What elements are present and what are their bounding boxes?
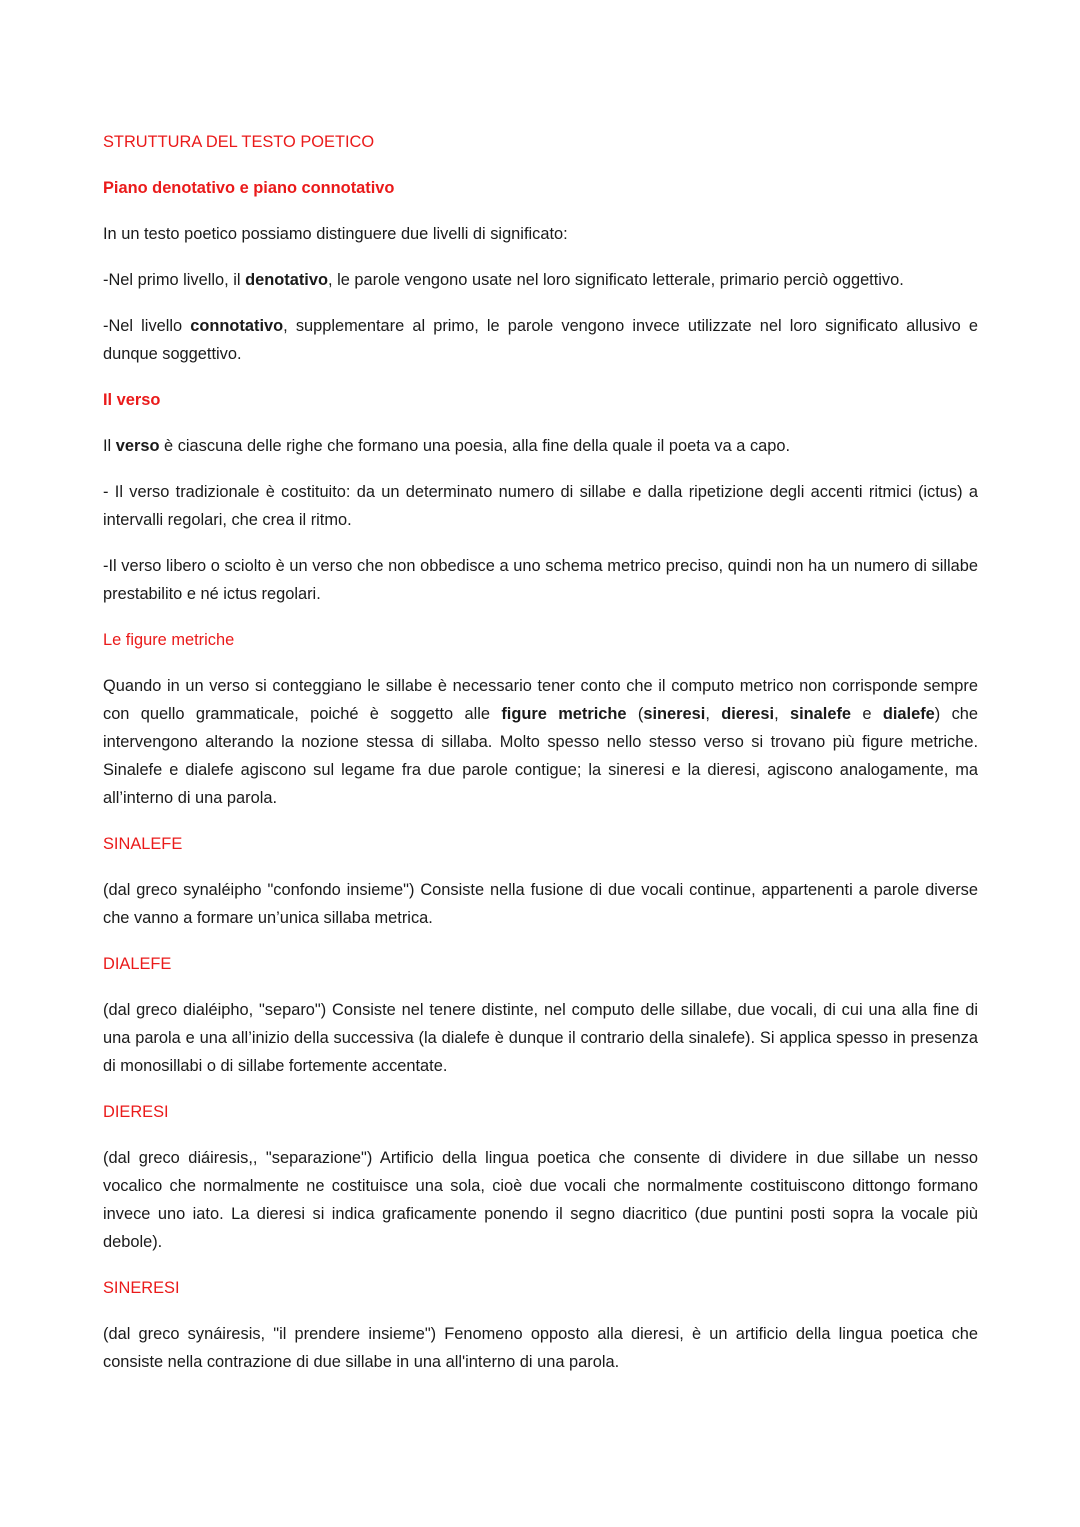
- section-heading-sineresi: SINERESI: [103, 1279, 180, 1297]
- paragraph-intro: In un testo poetico possiamo distinguere due livelli di significato:: [103, 225, 568, 243]
- section-heading-figure: Le figure metriche: [103, 631, 235, 649]
- paragraph-figure-metriche: Quando in un verso si conteggiano le sillabe è necessario tener conto che il computo metrico non corrisponde sempre con quello grammaticale, poiché è soggetto alle figure metriche (sineresi, dieresi, sinalefe e dialefe) che intervengono alterando la nozione stessa di sillaba. Molto spesso nello stesso verso si trovano più figure metriche. Sinalefe e dialefe agiscono sul legame fra due parole contigue; la sineresi e la dieresi, agiscono analogamente, ma all’interno di una parola.: [103, 677, 979, 807]
- paragraph-connotativo: -Nel livello connotativo, supplementare al primo, le parole vengono invece utilizzate nel loro significato allusivo e dunque soggettivo.: [103, 317, 979, 363]
- document-page: [103, 128, 978, 1394]
- section-heading-dialefe: DIALEFE: [103, 955, 172, 973]
- document-title: STRUTTURA DEL TESTO POETICO: [103, 133, 375, 151]
- section-heading-sinalefe: SINALEFE: [103, 835, 183, 853]
- section-heading-dieresi: DIERESI: [103, 1103, 169, 1121]
- section-heading-piano: Piano denotativo e piano connotativo: [103, 179, 395, 197]
- paragraph-sineresi: (dal greco synáiresis, "il prendere insieme") Fenomeno opposto alla dieresi, è un artificio della lingua poetica che consiste nella contrazione di due sillabe in una all'interno di una parola.: [103, 1325, 978, 1371]
- paragraph-sinalefe: (dal greco synaléipho "confondo insieme") Consiste nella fusione di due vocali continue, appartenenti a parole diverse che vanno a formare un’unica sillaba metrica.: [103, 881, 978, 927]
- paragraph-verso-libero: -Il verso libero o sciolto è un verso che non obbedisce a uno schema metrico preciso, quindi non ha un numero di sillabe prestabilito e né ictus regolari.: [103, 557, 978, 603]
- paragraph-dieresi: (dal greco diáiresis,, "separazione") Artificio della lingua poetica che consente di dividere in due sillabe un nesso vocalico che normalmente ne costituisce una sola, cioè due vocali che normalmente costituiscono dittongo formano invece uno iato. La dieresi si indica graficamente ponendo il segno diacritico (due puntini posti sopra la vocale più debole).: [103, 1149, 978, 1251]
- paragraph-verso-definition: Il verso è ciascuna delle righe che formano una poesia, alla fine della quale il poeta va a capo.: [103, 437, 791, 455]
- paragraph-denotativo: -Nel primo livello, il denotativo, le parole vengono usate nel loro significato letterale, primario perciò oggettivo.: [103, 271, 904, 289]
- paragraph-verso-tradizionale: - Il verso tradizionale è costituito: da un determinato numero di sillabe e dalla ripetizione degli accenti ritmici (ictus) a intervalli regolari, che crea il ritmo.: [103, 483, 978, 529]
- paragraph-dialefe: (dal greco dialéipho, "separo") Consiste nel tenere distinte, nel computo delle sillabe, due vocali, di cui una alla fine di una parola e una all’inizio della successiva (la dialefe è dunque il contrario della sinalefe). Si applica spesso in presenza di monosillabi o di sillabe fortemente accentate.: [103, 1001, 978, 1075]
- section-heading-verso: Il verso: [103, 391, 161, 409]
